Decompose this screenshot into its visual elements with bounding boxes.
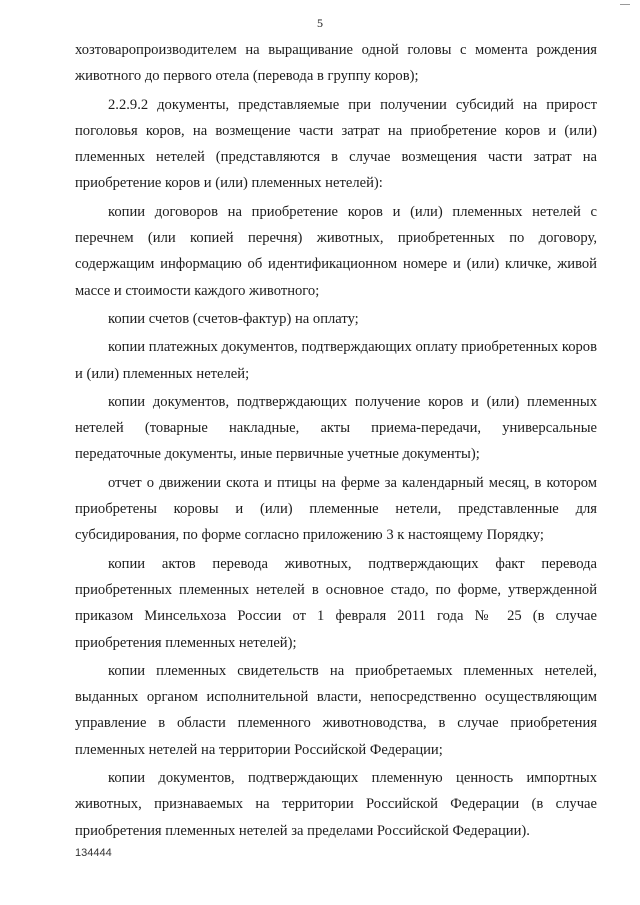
body-text — [75, 37, 597, 844]
paragraph-clause-2-2-9-2: 2.2.9.2 документы, представляемые при получении субсидий на прирост поголовья коров, на возмещение части затрат на приобретение коров и (или) племенных нетелей (представляются в случае возмещения части затрат на приобретение коров и (или) племенных нетелей): — [75, 96, 597, 192]
paragraph-invoice-copies: копии счетов (счетов-фактур) на оплату; — [108, 310, 359, 327]
paragraph-payment-copies: копии платежных документов, подтверждающих оплату приобретенных коров и (или) племенных нетелей; — [75, 339, 597, 382]
paragraph-livestock-report: отчет о движении скота и птицы на ферме за календарный месяц, в котором приобретены коровы и (или) племенные нетели, представленные для субсидирования, по форме согласно приложению 3 к настоящему Порядку; — [75, 474, 597, 544]
document-code: 134444 — [75, 847, 112, 859]
paragraph-receipt-copies: копии документов, подтверждающих получение коров и (или) племенных нетелей (товарные накладные, акты приема-передачи, универсальные передаточные документы, иные первичные учетные документы); — [75, 393, 597, 463]
paragraph-transfer-acts: копии актов перевода животных, подтверждающих факт перевода приобретенных племенных нетелей в основное стадо, по форме, утвержденной приказом Минсельхоза России от 1 февраля 2011 года № 25 (в случае приобретения племенных нетелей); — [75, 555, 597, 651]
paragraph-continuation: хозтоваропроизводителем на выращивание одной головы с момента рождения животного до первого отела (перевода в группу коров); — [75, 42, 597, 85]
page-number: 5 — [317, 16, 323, 30]
paragraph-contract-copies: копии договоров на приобретение коров и (или) племенных нетелей с перечнем (или копией перечня) животных, приобретенных по договору, содержащим информацию об идентификационном номере и (или) кличке, живой массе и стоимости каждого животного; — [75, 203, 597, 299]
paragraph-import-documents: копии документов, подтверждающих племенную ценность импортных животных, признаваемых на территории Российской Федерации (в случае приобретения племенных нетелей за пределами Российской Федерации). — [75, 770, 597, 839]
scan-corner-mark — [620, 0, 630, 5]
paragraph-breeding-certificates: копии племенных свидетельств на приобретаемых племенных нетелей, выданных органом исполнительной власти, непосредственно осуществляющим управление в области племенного животноводства, в случае приобретения племенных нетелей на территории Российской Федерации; — [75, 662, 597, 758]
